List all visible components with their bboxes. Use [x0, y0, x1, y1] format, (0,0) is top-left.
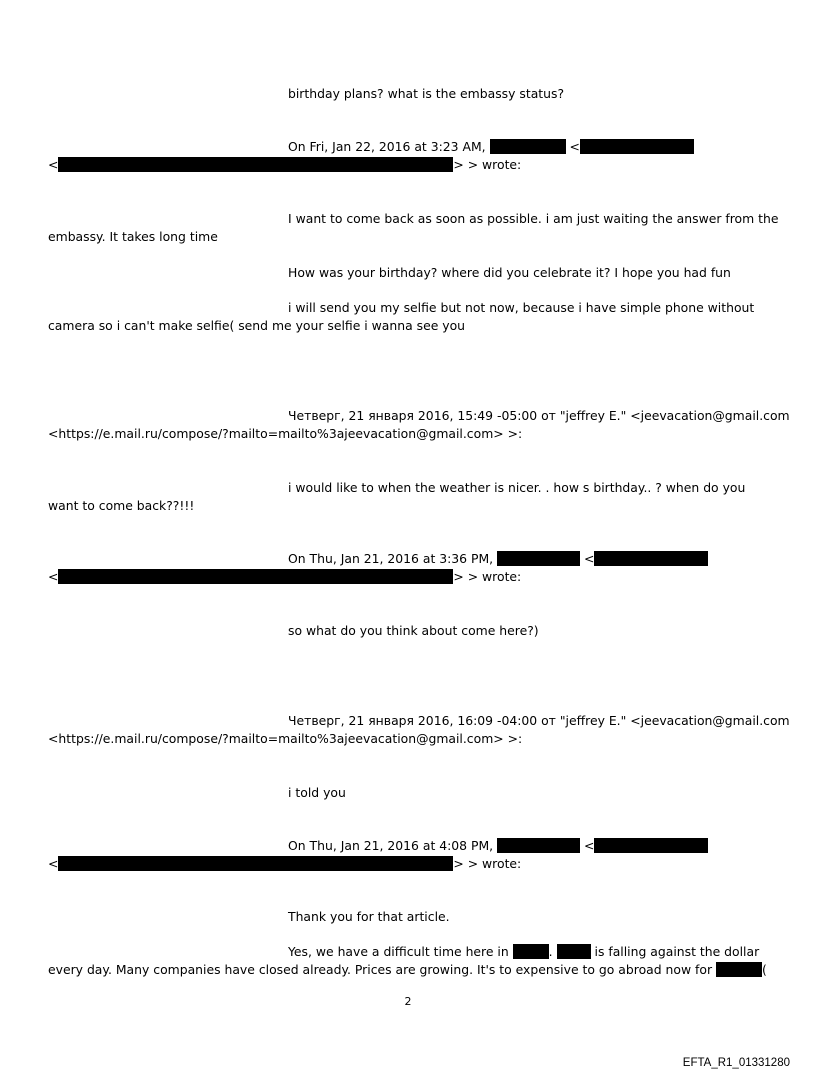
email-body-line: How was your birthday? where did you celebrate it? I hope you had fun [288, 265, 731, 280]
email-header-line: Четверг, 21 января 2016, 15:49 -05:00 от "jeffrey E." <jeevacation@gmail.com [288, 408, 790, 423]
email-body-line: embassy. It takes long time [48, 229, 218, 244]
header-text: On Thu, Jan 21, 2016 at 3:36 PM, [288, 551, 498, 566]
header-text: < [48, 856, 59, 871]
email-header-line [48, 569, 521, 585]
page-number: 2 [404, 995, 412, 1008]
redaction-box [513, 944, 549, 959]
body-text: ( [762, 962, 767, 977]
body-text: is falling against the dollar [590, 944, 760, 959]
redaction-box [594, 838, 708, 853]
header-text: > > wrote: [453, 856, 522, 871]
header-text: < [565, 139, 580, 154]
header-text: On Thu, Jan 21, 2016 at 4:08 PM, [288, 838, 498, 853]
email-body-line: want to come back??!!! [48, 498, 195, 513]
email-body-line: I want to come back as soon as possible. i am just waiting the answer from the [288, 211, 779, 226]
redaction-box [497, 838, 580, 853]
email-body-line: camera so i can't make selfie( send me your selfie i wanna see you [48, 318, 466, 333]
body-text: Yes, we have a difficult time here in [288, 944, 513, 959]
redaction-box [497, 551, 580, 566]
redaction-box [58, 157, 453, 172]
email-header-line [288, 838, 708, 854]
body-text: every day. Many companies have closed already. Prices are growing. It's to expensive to go abroad now for [48, 962, 717, 977]
email-body-line [48, 962, 767, 978]
email-header-line: <https://e.mail.ru/compose/?mailto=mailto%3ajeevacation@gmail.com> >: [48, 731, 523, 746]
email-body-line: so what do you think about come here?) [288, 623, 539, 638]
redaction-box [58, 569, 453, 584]
email-header-line [48, 856, 521, 872]
redaction-box [580, 139, 694, 154]
redaction-box [58, 856, 453, 871]
email-body-line: i will send you my selfie but not now, because i have simple phone without [288, 300, 755, 315]
redaction-box [557, 944, 591, 959]
header-text: > > wrote: [453, 569, 522, 584]
email-header-line [288, 139, 694, 155]
header-text: < [580, 838, 595, 853]
email-header-line [48, 157, 521, 173]
redaction-box [594, 551, 708, 566]
bates-number: EFTA_R1_01331280 [682, 1057, 790, 1069]
email-body-line: i told you [288, 785, 346, 800]
body-text: . [548, 944, 557, 959]
email-body-line: birthday plans? what is the embassy status? [288, 86, 565, 101]
email-body-line [288, 944, 759, 960]
redaction-box [490, 139, 566, 154]
header-text: On Fri, Jan 22, 2016 at 3:23 AM, [288, 139, 490, 154]
email-header-line [288, 551, 708, 567]
email-header-line: <https://e.mail.ru/compose/?mailto=mailto%3ajeevacation@gmail.com> >: [48, 426, 523, 441]
header-text: > > wrote: [453, 157, 522, 172]
header-text: < [48, 569, 59, 584]
email-header-line: Четверг, 21 января 2016, 16:09 -04:00 от "jeffrey E." <jeevacation@gmail.com [288, 713, 790, 728]
email-body-line: i would like to when the weather is nicer. . how s birthday.. ? when do you [288, 480, 746, 495]
email-body-line: Thank you for that article. [288, 909, 450, 924]
header-text: < [48, 157, 59, 172]
redaction-box [716, 962, 762, 977]
header-text: < [580, 551, 595, 566]
